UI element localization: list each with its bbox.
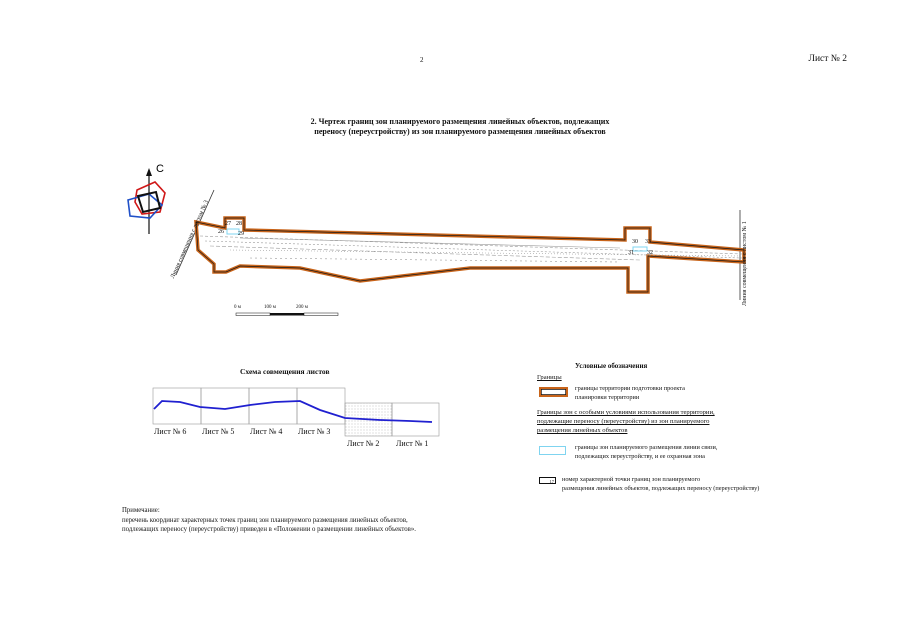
point-label: 29 [238, 231, 244, 237]
legend-item-text: планировки территории [575, 394, 640, 401]
legend-item-text: номер характерной точки границ зон планируемого [562, 476, 701, 483]
note-line-2: подлежащих переносу (переустройству) приведен в «Положении о размещении линейных объектов». [122, 526, 416, 533]
legend-item-text: границы территории подготовки проекта [575, 385, 685, 392]
scheme-title: Схема совмещения листов [240, 367, 330, 376]
north-label: С [156, 163, 164, 175]
match-label-right: Линия совмещения с листом № 1 [742, 221, 748, 306]
scheme-sheet-label: Лист № 1 [396, 439, 429, 448]
legend-group-head: Границы [537, 374, 562, 381]
legend-zone-symbol [539, 446, 566, 455]
page-number: 2 [420, 56, 424, 64]
legend-boundary-symbol [539, 387, 568, 397]
note-head: Примечание: [122, 507, 160, 514]
legend-point-symbol [539, 477, 556, 484]
scheme-sheet-label: Лист № 6 [154, 427, 187, 436]
scale-label: 0 м [234, 305, 241, 310]
note-line-1: перечень координат характерных точек границ зон планируемого размещения линейных объектов, [122, 516, 408, 524]
match-label-left: Линия совмещения с листом № 3 [170, 199, 210, 280]
legend-point-number: 17 [549, 479, 554, 484]
legend-item-text: границы зон планируемого размещения линии связи, [575, 444, 718, 451]
legend-group-head: размещения линейных объектов [537, 427, 628, 434]
point-label: 28 [236, 221, 242, 227]
point-label: 31 [628, 250, 634, 256]
point-label: 30 [632, 239, 638, 245]
legend-item-text: размещения линейных объектов, подлежащих переносу (переустройству) [562, 485, 760, 492]
scale-label: 100 м [264, 305, 276, 310]
point-label: 32 [647, 250, 653, 256]
title-line-2: переносу (переустройству) из зон планируемого размещения линейных объектов [314, 127, 606, 136]
scheme-sheet-label: Лист № 3 [298, 427, 331, 436]
legend-group-head: Границы зон с особыми условиями использования территории, [537, 409, 715, 416]
legend-title: Условные обозначения [575, 362, 648, 370]
legend-group-head: подлежащие переносу (переустройству) из зон планируемого [537, 418, 710, 425]
legend-item-text: подлежащих переустройству, и ее охранная зона [575, 453, 705, 460]
scheme-sheet-label: Лист № 4 [250, 427, 283, 436]
note-block [122, 506, 416, 535]
scheme-sheet-label: Лист № 5 [202, 427, 235, 436]
point-label: 26 [218, 229, 224, 235]
scheme-sheet-label: Лист № 2 [347, 439, 380, 448]
point-label: 27 [225, 221, 231, 227]
sheet-label: Лист № 2 [808, 54, 847, 64]
title-line-1: 2. Чертеж границ зон планируемого размещения линейных объектов, подлежащих [310, 117, 610, 126]
point-label: 33 [645, 239, 651, 245]
scale-label: 200 м [296, 305, 308, 310]
